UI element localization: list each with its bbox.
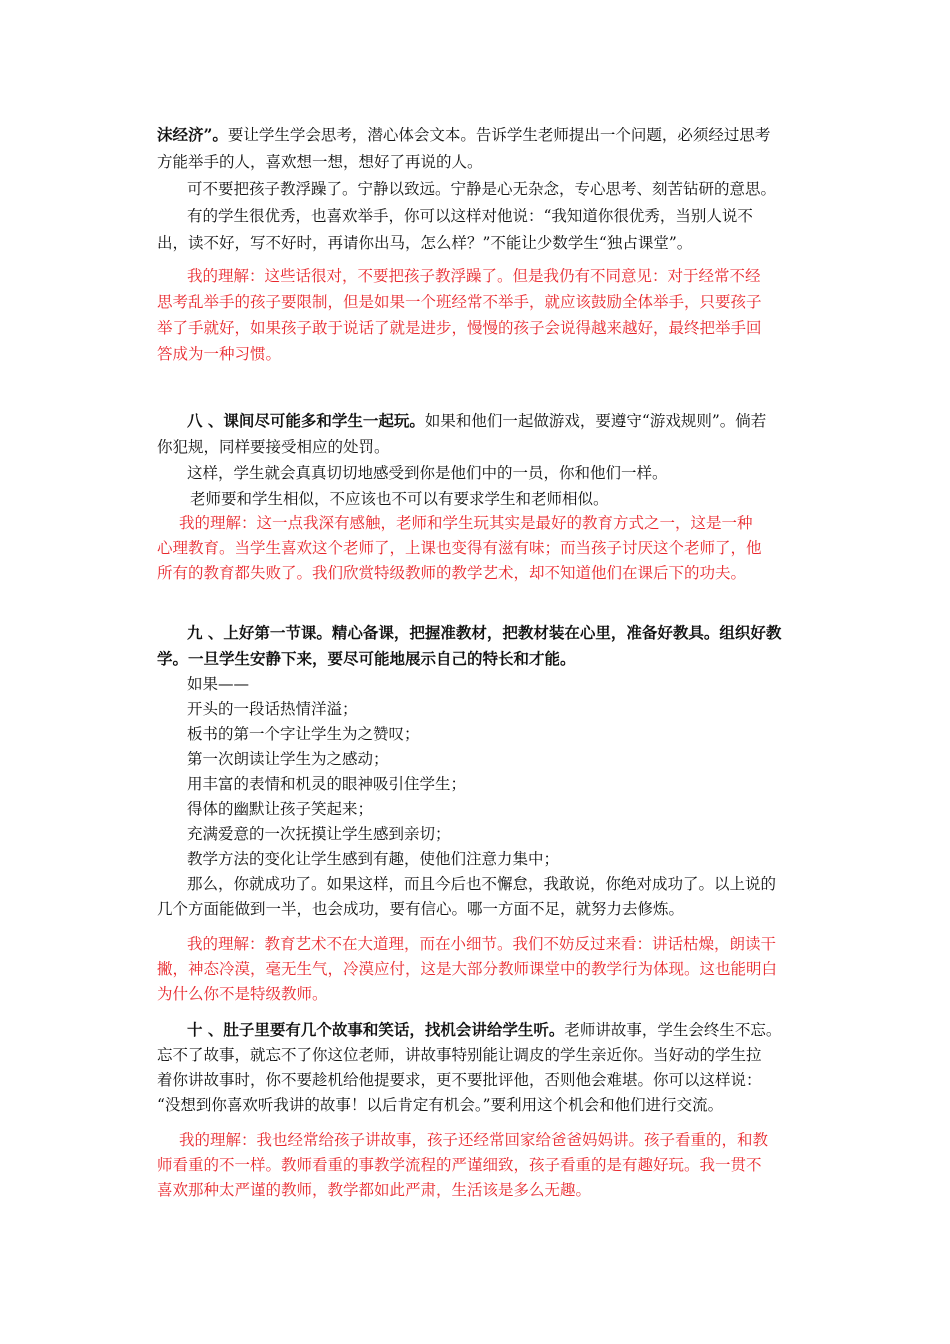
text-line: 方能举手的人，喜欢想一想，想好了再说的人。: [157, 153, 483, 171]
text-line: 老师要和学生相似，不应该也不可以有要求学生和老师相似。: [190, 490, 609, 508]
comment-line: 思考乱举手的孩子要限制，但是如果一个班经常不举手，就应该鼓励全体举手，只要孩子: [157, 293, 762, 311]
comment-line: 答成为一种习惯。: [157, 345, 282, 363]
comment-line: 师看重的不一样。教师看重的事教学流程的严谨细致，孩子看重的是有趣好玩。我一贯不: [157, 1156, 762, 1174]
section-heading: 九 、上好第一节课。精心备课，把握准教材，把教材装在心里，准备好教具。组织好教: [187, 623, 782, 642]
text-span: 老师讲故事，学生会终生不忘。: [564, 1021, 782, 1039]
text-line: 你犯规，同样要接受相应的处罚。: [157, 438, 390, 456]
comment-line: 我的理解：教育艺术不在大道理，而在小细节。我们不妨反过来看：讲话枯燥，朗读干: [187, 935, 777, 953]
list-item: 板书的第一个字让学生为之赞叹；: [187, 725, 420, 743]
text-line: 几个方面能做到一半，也会成功，要有信心。哪一方面不足，就努力去修炼。: [157, 900, 685, 918]
list-item: 充满爱意的一次抚摸让学生感到亲切；: [187, 825, 451, 843]
text-line: “没想到你喜欢听我讲的故事！以后肯定有机会。”要利用这个机会和他们进行交流。: [157, 1096, 724, 1114]
comment-line: 撇，神态冷漠，毫无生气，冷漠应付，这是大部分教师课堂中的教学行为体现。这也能明白: [157, 960, 778, 978]
comment-line: 举了手就好，如果孩子敢于说话了就是进步，慢慢的孩子会说得越来越好，最终把举手回: [157, 319, 762, 337]
section-heading: 学。一旦学生安静下来，要尽可能地展示自己的特长和才能。: [157, 649, 576, 668]
comment-line: 所有的教育都失败了。我们欣赏特级教师的教学艺术，却不知道他们在课后下的功夫。: [157, 564, 747, 582]
text-line: [157, 124, 770, 146]
text-line: 这样，学生就会真真切切地感受到你是他们中的一员，你和他们一样。: [187, 464, 668, 482]
section-heading-line: [187, 1019, 781, 1041]
section-heading: 十 、肚子里要有几个故事和笑话，找机会讲给学生听。: [187, 1020, 565, 1039]
section-heading: 八 、课间尽可能多和学生一起玩。: [187, 411, 425, 430]
text-line: 忘不了故事，就忘不了你这位老师，讲故事特别能让调皮的学生亲近你。当好动的学生拉: [157, 1046, 762, 1064]
text-line: 有的学生很优秀，也喜欢举手，你可以这样对他说：“我知道你很优秀，当别人说不: [187, 207, 753, 225]
list-item: 开头的一段话热情洋溢；: [187, 700, 358, 718]
list-item: 得体的幽默让孩子笑起来；: [187, 800, 374, 818]
list-item: 教学方法的变化让学生感到有趣，使他们注意力集中；: [187, 850, 560, 868]
comment-line: 我的理解：这些话很对，不要把孩子教浮躁了。但是我仍有不同意见：对于经常不经: [187, 267, 761, 285]
text-span: 要让学生学会思考，潜心体会文本。告诉学生老师提出一个问题，必须经过思考: [227, 126, 771, 144]
comment-line: 为什么你不是特级教师。: [157, 985, 328, 1003]
comment-line: 我的理解：我也经常给孩子讲故事，孩子还经常回家给爸爸妈妈讲。孩子看重的，和教: [179, 1131, 769, 1149]
text-line: 出，读不好，写不好时，再请你出马，怎么样？”不能让少数学生“独占课堂”。: [157, 234, 693, 252]
comment-line: 我的理解：这一点我深有感触，老师和学生玩其实是最好的教育方式之一，这是一种: [179, 514, 753, 532]
text-span: 如果和他们一起做游戏，要遵守“游戏规则”。倘若: [424, 412, 767, 430]
comment-line: 喜欢那种太严谨的教师，教学都如此严肃，生活该是多么无趣。: [157, 1181, 592, 1199]
text-line: 那么，你就成功了。如果这样，而且今后也不懈怠，我敢说，你绝对成功了。以上说的: [187, 875, 777, 893]
list-item: 第一次朗读让学生为之感动；: [187, 750, 389, 768]
bold-phrase: 沫经济”。: [157, 125, 228, 144]
list-item: 如果——: [187, 675, 250, 693]
list-item: 用丰富的表情和机灵的眼神吸引住学生；: [187, 775, 467, 793]
text-line: 可不要把孩子教浮躁了。宁静以致远。宁静是心无杂念，专心思考、刻苦钻研的意思。: [187, 180, 777, 198]
comment-line: 心理教育。当学生喜欢这个老师了，上课也变得有滋有味；而当孩子讨厌这个老师了，他: [157, 539, 762, 557]
section-heading-line: [187, 410, 766, 432]
text-line: 着你讲故事时，你不要趁机给他提要求，更不要批评他，否则他会难堪。你可以这样说：: [157, 1071, 762, 1089]
